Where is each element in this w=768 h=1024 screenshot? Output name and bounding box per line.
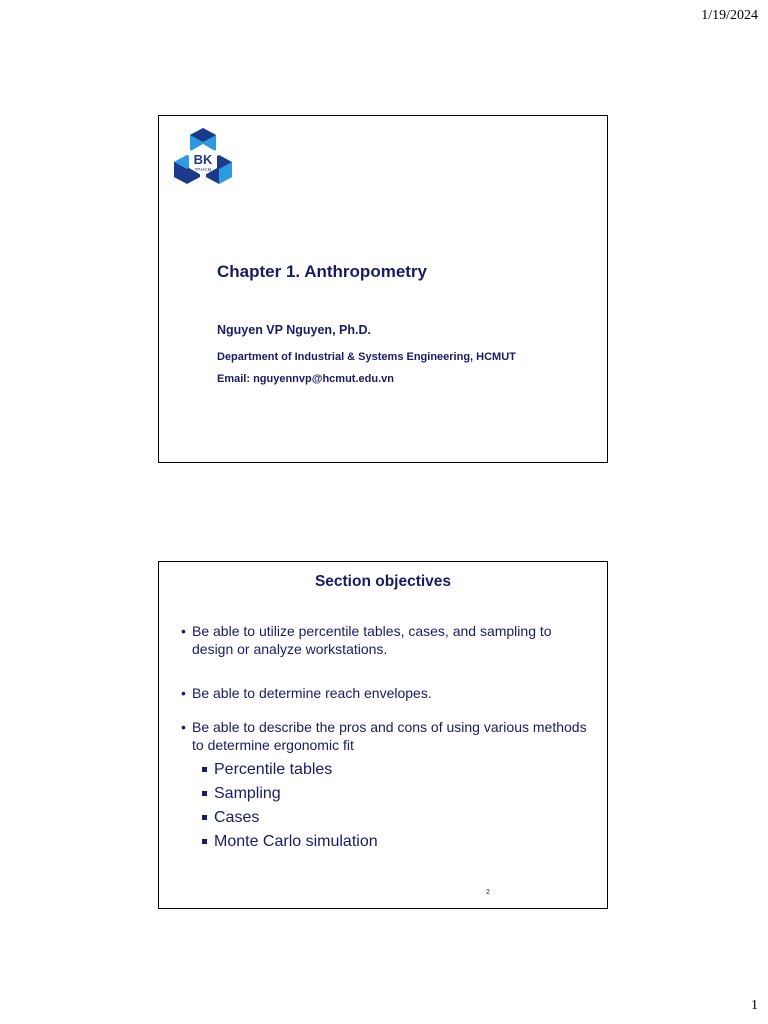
logo-text-sub: TP.HCM [194,167,212,172]
page-number: 1 [751,998,758,1013]
chapter-title: Chapter 1. Anthropometry [217,262,428,281]
square-bullet-icon [202,767,207,772]
bullet-dot-icon: • [181,685,186,701]
list-item: • Be able to utilize percentile tables, cases, and sampling to design or analyze workstations. [181,623,552,657]
slide-1-title [158,115,608,463]
department: Department of Industrial & Systems Engineering, HCMUT [217,351,516,363]
sub-list-item: Sampling [202,782,591,806]
square-bullet-icon [202,815,207,820]
logo-text-main: BK [193,152,213,167]
email: Email: nguyennvp@hcmut.edu.vn [217,373,394,385]
sub-list-item: Percentile tables [202,758,591,782]
bk-hcmut-logo-icon [172,126,234,188]
slide-number: 2 [486,889,490,896]
author-name: Nguyen VP Nguyen, Ph.D. [217,323,371,337]
sub-list-item: Cases [202,806,591,830]
slide-2-objectives [158,561,608,909]
list-item: • Be able to determine reach envelopes. [181,685,432,701]
bullet-dot-icon: • [181,719,186,735]
list-item: • Be able to describe the pros and cons of using various methods to determine ergonomic fit Percentile tables Sampling Cases Monte Carlo simulation [181,718,591,854]
square-bullet-icon [202,839,207,844]
bullet-dot-icon: • [181,623,186,639]
section-title: Section objectives [314,573,452,590]
objectives-list [181,622,591,866]
page-date: 1/19/2024 [701,8,758,23]
sub-list [192,758,591,854]
sub-list-item: Monte Carlo simulation [202,830,591,854]
square-bullet-icon [202,791,207,796]
